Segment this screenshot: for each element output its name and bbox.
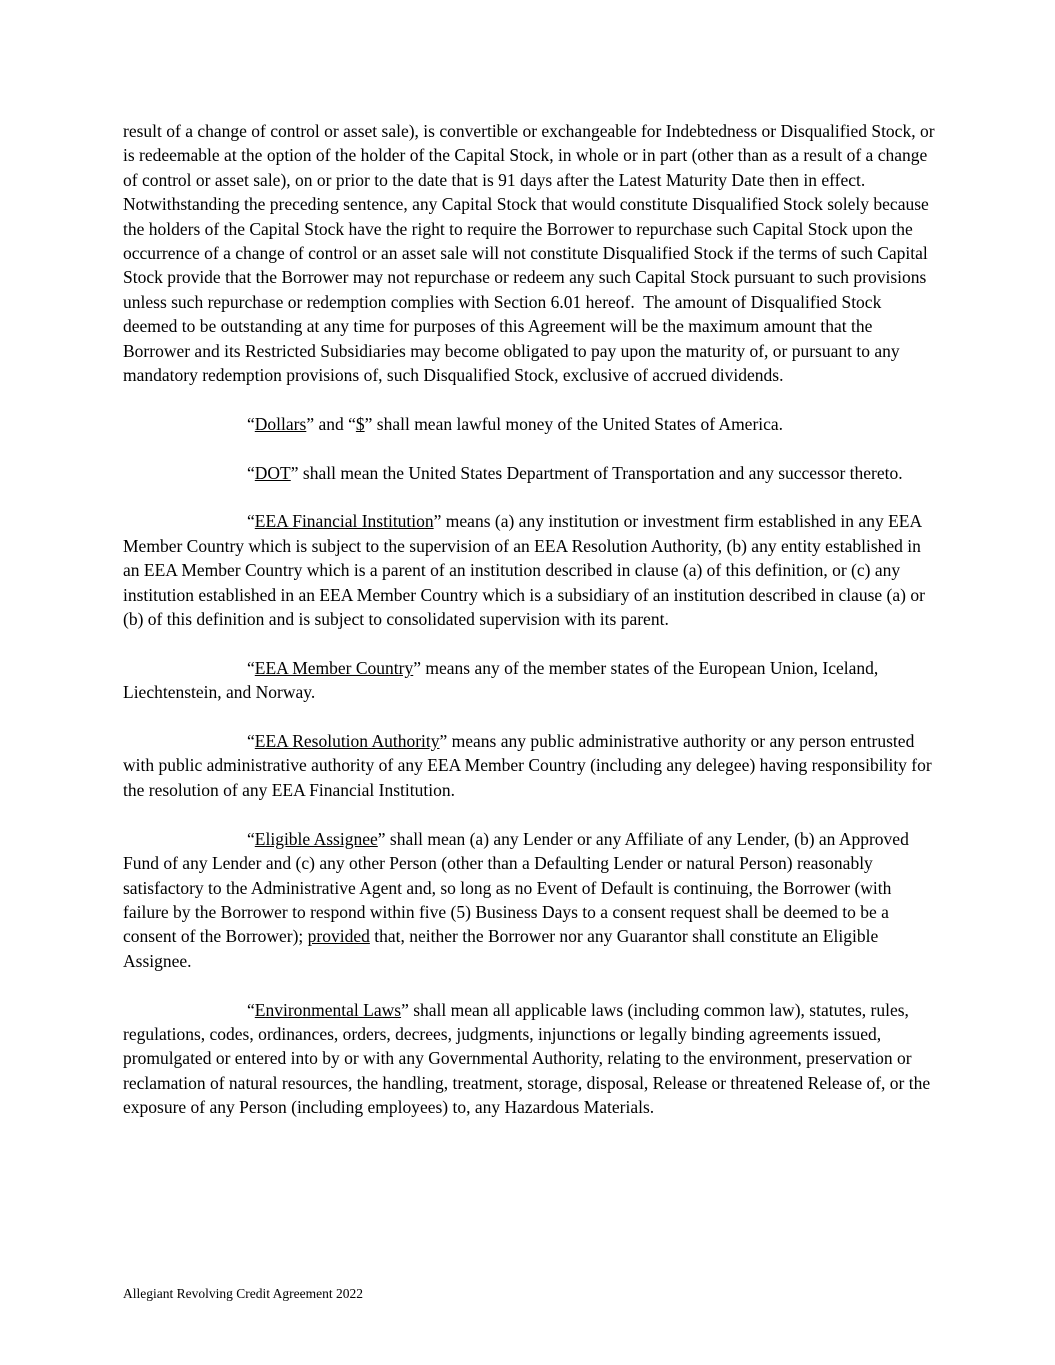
paragraph bbox=[123, 509, 935, 631]
page-footer: Allegiant Revolving Credit Agreement 2022 bbox=[123, 1286, 363, 1301]
text-run: ” means (a) any institution or investment firm established in any EEA Member Country which is subject to the supervision of an EEA Resolution Authority, (b) any entity established in an EEA Member Country which is a parent of an institution described in clause (a) of this definition, or (c) any institution established in an EEA Member Country which is a subsidiary of an institution described in clause (a) or (b) of this definition and is subject to consolidated supervision with its parent. bbox=[123, 511, 930, 630]
defined-term: EEA Member Country bbox=[254, 657, 414, 678]
text-run: “ bbox=[247, 511, 255, 532]
defined-term: Environmental Laws bbox=[254, 999, 402, 1020]
defined-term: Eligible Assignee bbox=[254, 828, 378, 849]
defined-term: $ bbox=[355, 413, 365, 434]
text-run: “ bbox=[247, 731, 255, 752]
paragraph bbox=[123, 998, 935, 1120]
text-run: “ bbox=[247, 462, 255, 483]
text-run: “ bbox=[247, 999, 255, 1020]
text-run: ” shall mean all applicable laws (including common law), statutes, rules, regulations, codes, ordinances, orders, decrees, judgments, injunctions or legally binding agreements issued, promulgated or entered into by or with any Governmental Authority, relating to the environment, preservation or reclamation of natural resources, the handling, treatment, storage, disposal, Release or threatened Release of, or the exposure of any Person (including employees) to, any Hazardous Materials. bbox=[123, 999, 935, 1118]
defined-term: Dollars bbox=[254, 413, 307, 434]
text-run: ” shall mean (a) any Lender or any Affiliate of any Lender, (b) an Approved Fund of any Lender and (c) any other Person (other than a Defaulting Lender or natural Person) reasonably satisfactory to the Administrative Agent and, so long as no Event of Default is continuing, the Borrower (with failure by the Borrower to respond within five (5) Business Days to a consent request shall be deemed to be a consent of the Borrower); bbox=[123, 828, 914, 947]
paragraph bbox=[123, 461, 935, 485]
text-run: ” shall mean lawful money of the United States of America. bbox=[364, 413, 784, 434]
defined-term: EEA Financial Institution bbox=[254, 511, 434, 532]
paragraph bbox=[123, 656, 935, 705]
text-run: “ bbox=[247, 657, 255, 678]
defined-term: provided bbox=[307, 926, 370, 947]
text-run: “ bbox=[247, 828, 255, 849]
text-run: ” means any of the member states of the European Union, Iceland, Liechtenstein, and Norway. bbox=[123, 657, 883, 703]
paragraph bbox=[123, 119, 939, 387]
text-run: ” and “ bbox=[306, 413, 356, 434]
text-run: ” shall mean the United States Department of Transportation and any successor thereto. bbox=[290, 462, 903, 483]
text-run: “ bbox=[247, 413, 255, 434]
text-run: result of a change of control or asset sale), is convertible or exchangeable for Indebtedness or Disqualified Stock, or is redeemable at the option of the holder of the Capital Stock, in whole or in part (other than as a result of a change of control or asset sale), on or prior to the date that is 91 days after the Latest Maturity Date then in effect. Notwithstanding the preceding sentence, any Capital Stock that would constitute Disqualified Stock solely because the holders of the Capital Stock have the right to require the Borrower to repurchase such Capital Stock upon the occurrence of a change of control or an asset sale will not constitute Disqualified Stock if the terms of such Capital Stock provide that the Borrower may not repurchase or redeem any such Capital Stock pursuant to such provisions unless such repurchase or redemption complies with Section 6.01 hereof. The amount of Disqualified Stock deemed to be outstanding at any time for purposes of this Agreement will be the maximum amount that the Borrower and its Restricted Subsidiaries may become obligated to pay upon the maturity of, or pursuant to any mandatory redemption provisions of, such Disqualified Stock, exclusive of accrued dividends. bbox=[123, 121, 939, 386]
defined-term: DOT bbox=[254, 462, 291, 483]
text-run: that, neither the Borrower nor any Guarantor shall constitute an Eligible Assignee. bbox=[123, 926, 882, 971]
paragraph bbox=[123, 412, 935, 436]
text-run: ” means any public administrative authority or any person entrusted with public administrative authority of any EEA Member Country (including any delegee) having responsibility for the resolution of any EEA Financial Institution. bbox=[123, 731, 937, 800]
document-body bbox=[123, 119, 939, 1144]
paragraph bbox=[123, 827, 935, 973]
defined-term: EEA Resolution Authority bbox=[254, 731, 440, 752]
paragraph bbox=[123, 729, 935, 802]
